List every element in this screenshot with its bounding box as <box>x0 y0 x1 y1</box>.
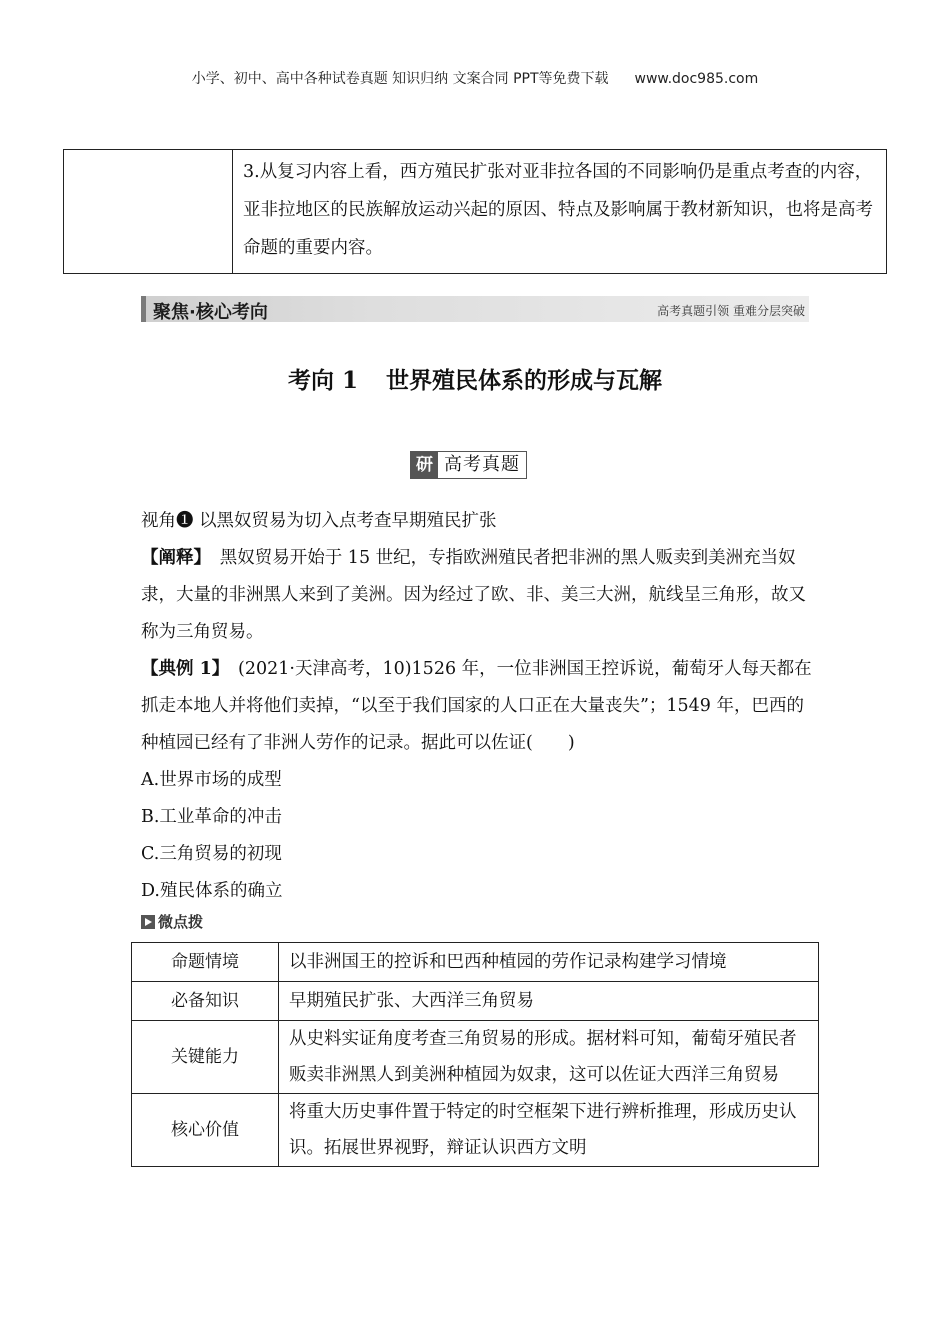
explanation-label: 【阐释】 <box>141 548 203 568</box>
option-b: B.工业革命的冲击 <box>141 807 282 827</box>
page-header <box>0 68 950 88</box>
row-key: 核心价值 <box>132 1094 279 1167</box>
section-title-text: 世界殖民体系的形成与瓦解 <box>386 367 662 394</box>
banner-right-label: 高考真题引领 重难分层突破 <box>657 304 805 318</box>
option-a: A.世界市场的成型 <box>141 770 282 790</box>
intro-table <box>63 149 887 274</box>
row-key: 必备知识 <box>132 982 279 1021</box>
header-url[interactable]: www.doc985.com <box>634 71 759 87</box>
row-value: 从史料实证角度考查三角贸易的形成。据材料可知，葡萄牙殖民者贩卖非洲黑人到美洲种植园为奴隶，这可以佐证大西洋三角贸易 <box>279 1021 819 1094</box>
table-row <box>132 1021 819 1094</box>
row-key: 关键能力 <box>132 1021 279 1094</box>
table-row <box>132 1094 819 1167</box>
row-value: 以非洲国王的控诉和巴西种植园的劳作记录构建学习情境 <box>279 943 819 982</box>
row-key: 命题情境 <box>132 943 279 982</box>
option-c: C.三角贸易的初现 <box>141 844 282 864</box>
intro-table-text: 3.从复习内容上看，西方殖民扩张对亚非拉各国的不同影响仍是重点考查的内容，亚非拉地区的民族解放运动兴起的原因、特点及影响属于教材新知识，也将是高考命题的重要内容。 <box>233 150 887 274</box>
table-row <box>132 943 819 982</box>
row-value: 早期殖民扩张、大西洋三角贸易 <box>279 982 819 1021</box>
perspective-line: 视角❶ 以黑奴贸易为切入点考查早期殖民扩张 <box>141 511 497 531</box>
banner-accent-bar <box>141 296 146 322</box>
play-triangle-icon <box>141 915 155 929</box>
research-icon: 研 <box>411 452 438 478</box>
section-number: 考向 1 <box>287 367 358 394</box>
section-title <box>0 362 950 395</box>
intro-table-empty-cell <box>64 150 233 274</box>
option-d: D.殖民体系的确立 <box>141 881 283 901</box>
exam-questions-badge <box>410 451 527 479</box>
analysis-table <box>131 942 819 1167</box>
tip-label <box>141 911 203 932</box>
badge-label: 高考真题 <box>444 454 520 475</box>
section-banner <box>141 296 809 322</box>
tip-label-text: 微点拨 <box>158 913 204 931</box>
table-row <box>132 982 819 1021</box>
example-paragraph <box>141 651 813 762</box>
row-value: 将重大历史事件置于特定的时空框架下进行辨析推理，形成历史认识。拓展世界视野，辩证认识西方文明 <box>279 1094 819 1167</box>
explanation-text: 黑奴贸易开始于 15 世纪，专指欧洲殖民者把非洲的黑人贩卖到美洲充当奴隶，大量的非洲黑人来到了美洲。因为经过了欧、非、美三大洲，航线呈三角形，故又称为三角贸易。 <box>141 548 806 642</box>
header-text: 小学、初中、高中各种试卷真题 知识归纳 文案合同 PPT等免费下载 <box>191 71 609 87</box>
banner-left-label: 聚焦·核心考向 <box>153 302 268 323</box>
example-label: 【典例 1】 <box>141 659 221 679</box>
example-text: (2021·天津高考，10)1526 年，一位非洲国王控诉说，葡萄牙人每天都在抓走本地人并将他们卖掉，“以至于我们国家的人口正在大量丧失”；1549 年，巴西的种植园已经有了非洲人劳作的记录。据此可以佐证( ) <box>141 659 812 753</box>
explanation-paragraph <box>141 540 813 651</box>
